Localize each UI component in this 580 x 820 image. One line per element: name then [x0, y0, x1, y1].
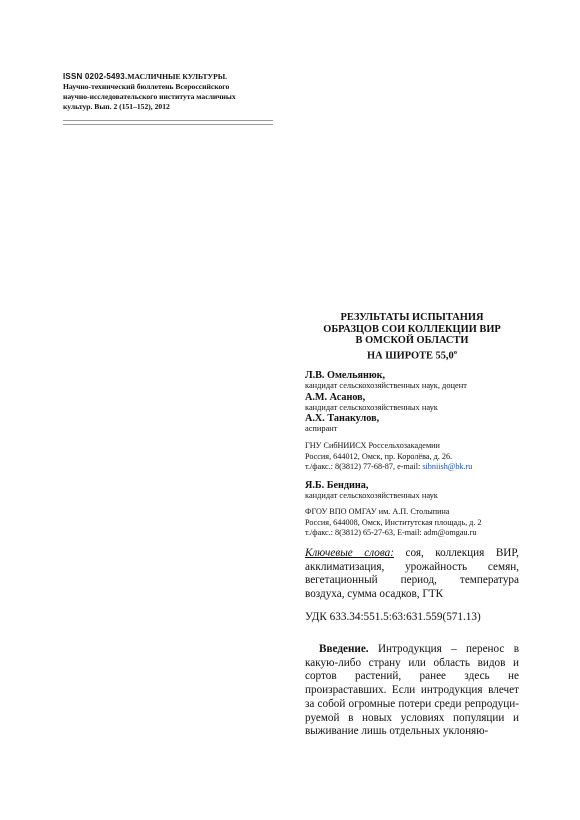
- affiliation-1: [305, 441, 519, 473]
- affiliation-address: Россия, 644008, Омск, Институтская площадь, д. 2: [305, 517, 482, 527]
- author-block-2: [305, 480, 519, 502]
- journal-header-line3: научно-исследовательского института масличных: [63, 92, 236, 101]
- keywords-text: соя, коллекция ВИР, акклиматизация, урожайность семян, вегетационный период, температура воздуха, сумма осадков, ГТК: [305, 547, 519, 600]
- author-role: кандидат сельскохозяйственных наук: [305, 402, 438, 412]
- journal-header-line4: культур. Вып. 2 (151–152), 2012: [63, 102, 170, 111]
- header-rule-bottom: [63, 124, 273, 125]
- header-rule-top: [63, 120, 273, 121]
- journal-header: [63, 72, 278, 112]
- affiliation-org: ГНУ СибНИИСХ Россельхозакадемии: [305, 441, 440, 450]
- author-name: Я.Б. Бендина,: [305, 480, 369, 491]
- affiliation-org: ФГОУ ВПО ОМГАУ им. А.П. Столыпина: [305, 507, 450, 516]
- author-role: кандидат сельскохозяйственных наук, доцент: [305, 381, 467, 390]
- title-line-4: [305, 347, 519, 362]
- introduction-heading: Введение.: [319, 643, 369, 655]
- udk-code: УДК 633.34:551.5:63:631.559(571.13): [305, 611, 481, 623]
- journal-header-line2: Научно-технический бюллетень Всероссийского: [63, 82, 230, 91]
- author-name: Л.В. Омельянюк,: [305, 370, 386, 381]
- article-title: [305, 312, 519, 361]
- author-role: аспирант: [305, 424, 338, 433]
- title-line-1: РЕЗУЛЬТАТЫ ИСПЫТАНИЯ: [340, 312, 484, 323]
- introduction-text: Интродукция – перенос в какую-либо страну или область видов и сортов растений, ранее здесь не произраставших. Если интродукция влечет за собой огромные потери среди репродуцируемой в новых условиях популяции и выживание лишь отдельных уклоняю-: [305, 643, 519, 738]
- journal-header-line1: [63, 72, 278, 82]
- affiliation-contact: [305, 462, 519, 473]
- degree-mark: о: [453, 348, 457, 356]
- author-block-1: [305, 370, 519, 435]
- author-name: А.М. Асанов,: [305, 391, 366, 403]
- affiliation-2: [305, 507, 519, 539]
- introduction-paragraph: [305, 643, 519, 739]
- keywords: [305, 547, 519, 601]
- author-name: А.Х. Танакулов,: [305, 413, 380, 424]
- affiliation-phone: т./факс.: 8(3812) 77-68-87, e-mail:: [305, 462, 423, 471]
- affiliation-address: Россия, 644012, Омск, пр. Королёва, д. 26.: [305, 451, 453, 461]
- title-line-2: ОБРАЗЦОВ СОИ КОЛЛЕКЦИИ ВИР: [323, 323, 501, 335]
- keywords-label: Ключевые слова:: [305, 547, 394, 559]
- title-line-4-text: НА ШИРОТЕ 55,0: [367, 349, 454, 361]
- title-line-3: В ОМСКОЙ ОБЛАСТИ: [355, 335, 469, 346]
- journal-name: МАСЛИЧНЫЕ КУЛЬТУРЫ.: [127, 72, 228, 81]
- issn: ISSN 0202-5493.: [63, 72, 128, 81]
- email-link[interactable]: sibniish@bk.ru: [422, 462, 473, 471]
- author-role: кандидат сельскохозяйственных наук: [305, 491, 438, 500]
- affiliation-contact: т./факс.: 8(3812) 65-27-63, E-mail: adm@omgau.ru: [305, 528, 477, 537]
